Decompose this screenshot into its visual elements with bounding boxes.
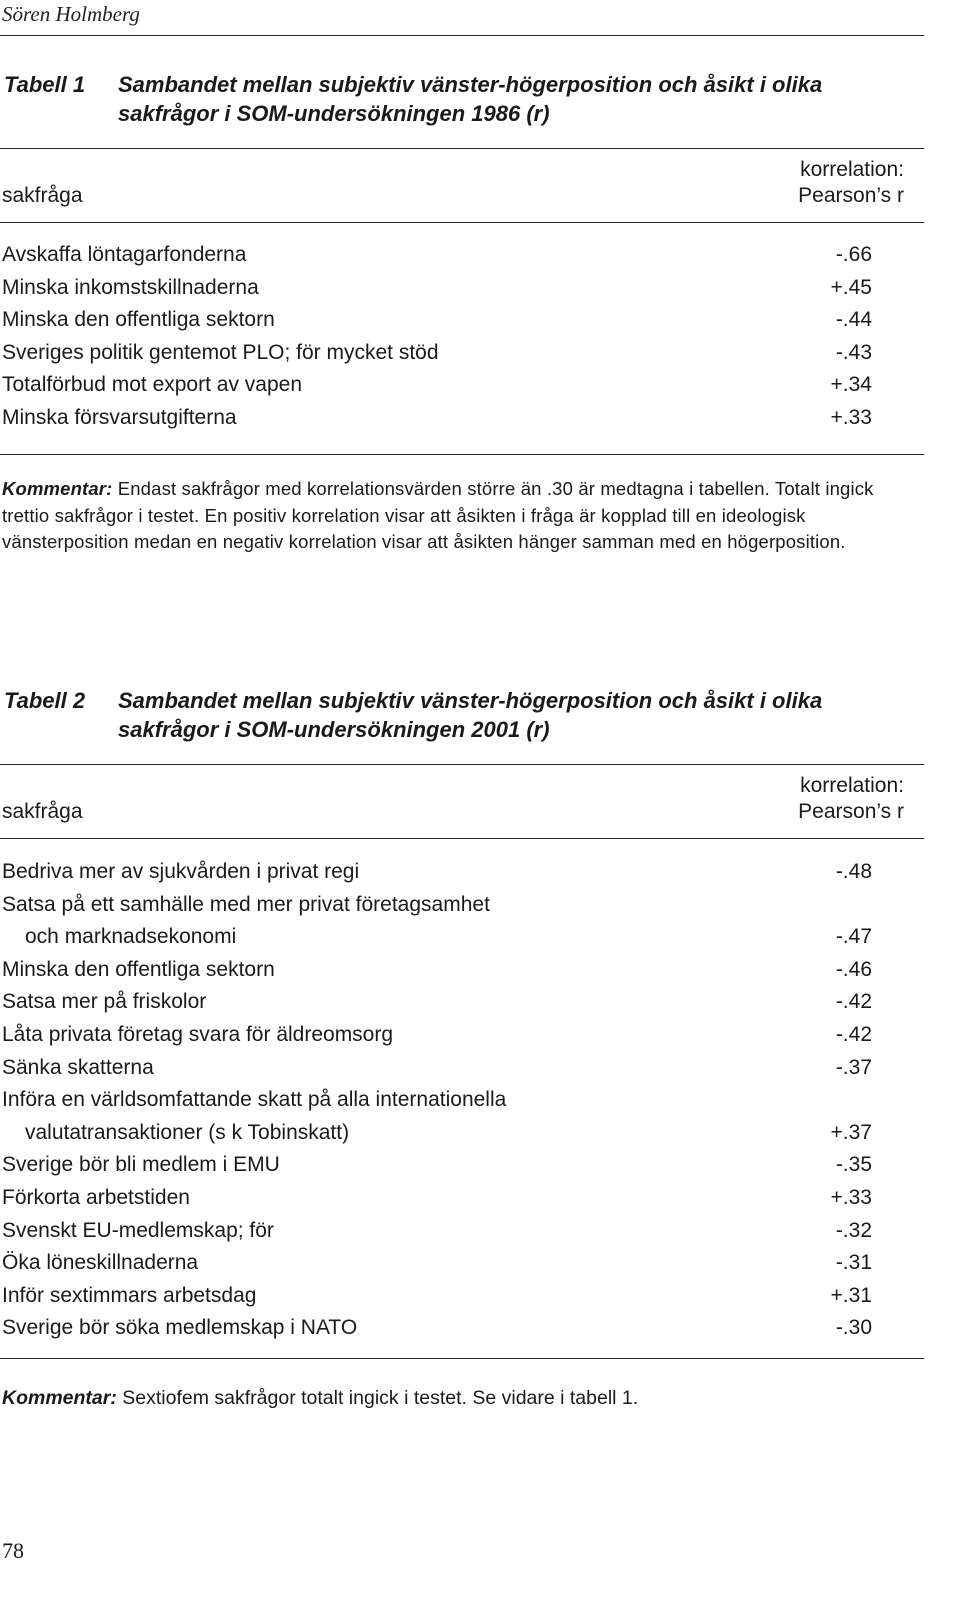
table-row (2, 921, 872, 954)
table-row (2, 239, 872, 272)
table-row (2, 1312, 872, 1345)
table-row (2, 272, 872, 305)
correlation-value: -.44 (835, 308, 872, 332)
table1-title: Sambandet mellan subjektiv vänster-högerposition och åsikt i olika sakfrågor i SOM-undersökningen 1986 (r) (118, 72, 823, 126)
issue-label: Öka löneskillnaderna (2, 1251, 199, 1275)
table-row (2, 954, 872, 987)
header-rule (0, 35, 924, 36)
table1-top-rule (0, 148, 924, 149)
table-row (2, 856, 872, 889)
table1-comment-label: Kommentar: (2, 478, 113, 499)
table1-col-right-line2: Pearson’s r (798, 184, 904, 207)
correlation-value: -.66 (835, 243, 872, 266)
table-row (2, 304, 872, 337)
table2-col-right-line2: Pearson’s r (798, 800, 904, 823)
table-row (2, 337, 872, 370)
issue-label: Införa en världsomfattande skatt på alla internationella (2, 1088, 507, 1112)
correlation-value: -.43 (835, 340, 872, 364)
table1-col-left-header: sakfråga (2, 184, 83, 207)
table2-label: Tabell 2 (4, 688, 86, 713)
table-row (2, 986, 872, 1019)
table-row (2, 1149, 872, 1182)
issue-label: Minska den offentliga sektorn (2, 957, 275, 981)
issue-label: Inför sextimmars arbetsdag (2, 1283, 257, 1307)
table-row (2, 1117, 872, 1150)
issue-label: Förkorta arbetstiden (2, 1185, 190, 1209)
issue-label: och marknadsekonomi (25, 925, 237, 949)
table-row (2, 1280, 872, 1313)
table-row (2, 1182, 872, 1215)
correlation-value: +.45 (830, 275, 872, 299)
correlation-value: -.32 (835, 1218, 872, 1242)
issue-label: Svenskt EU-medlemskap; för (2, 1218, 274, 1242)
issue-label: Satsa på ett samhälle med mer privat företagsamhet (2, 892, 490, 916)
correlation-value: -.35 (835, 1153, 872, 1177)
table-row (2, 1019, 872, 1052)
issue-label: Satsa mer på friskolor (2, 990, 207, 1014)
table2-header-rule (0, 838, 924, 839)
issue-label: Sänka skatterna (2, 1055, 154, 1079)
correlation-value: -.31 (835, 1251, 872, 1275)
issue-label: Minska inkomstskillnaderna (2, 275, 259, 299)
running-head-author: Sören Holmberg (2, 2, 140, 26)
table-row (2, 1247, 872, 1280)
issue-label: Minska försvarsutgifterna (2, 405, 237, 429)
issue-label: Sveriges politik gentemot PLO; för mycket stöd (2, 340, 439, 364)
correlation-value: -.37 (835, 1055, 872, 1079)
correlation-value: -.42 (835, 990, 872, 1014)
table1-comment-text: Endast sakfrågor med korrelationsvärden större än .30 är medtagna i tabellen. Totalt ingick trettio sakfrågor i testet. En positiv korrelation visar att åsikten i fråga är kopplad till en ideologisk vänsterposition medan en negativ korrelation visar att åsikten hänger samman med en högerposition. (2, 478, 874, 552)
correlation-value: +.37 (830, 1120, 872, 1144)
issue-label: Avskaffa löntagarfonderna (2, 243, 247, 266)
correlation-value: -.48 (835, 860, 872, 883)
correlation-value: -.30 (835, 1316, 872, 1340)
table1-header-rule (0, 222, 924, 223)
correlation-value (812, 889, 872, 922)
table2-col-right-line1: korrelation: (800, 774, 904, 797)
table2-comment-text: Sextiofem sakfrågor totalt ingick i testet. Se vidare i tabell 1. (116, 1387, 639, 1409)
table1-bottom-rule (0, 454, 924, 455)
correlation-value: +.33 (830, 1185, 872, 1209)
correlation-value: -.42 (835, 1022, 872, 1046)
issue-label: Sverige bör bli medlem i EMU (2, 1153, 280, 1177)
page-number: 78 (2, 1538, 24, 1563)
table2-col-left-header: sakfråga (2, 800, 83, 823)
table1-comment (2, 476, 926, 556)
table2-comment-label: Kommentar: (2, 1387, 117, 1409)
table-row (2, 402, 872, 435)
table2-rows (2, 856, 872, 1345)
table1-label: Tabell 1 (4, 72, 86, 97)
table-row (2, 1215, 872, 1248)
table1-rows (2, 239, 872, 435)
issue-label: Låta privata företag svara för äldreomsorg (2, 1022, 394, 1046)
correlation-value: -.47 (835, 925, 872, 949)
correlation-value: +.33 (830, 405, 872, 429)
issue-label: Sverige bör söka medlemskap i NATO (2, 1316, 358, 1340)
table2-bottom-rule (0, 1358, 924, 1359)
table-row (2, 369, 872, 402)
issue-label: Minska den offentliga sektorn (2, 308, 275, 332)
issue-label: Totalförbud mot export av vapen (2, 373, 303, 397)
issue-label: Bedriva mer av sjukvården i privat regi (2, 860, 360, 883)
correlation-value: +.34 (830, 373, 872, 397)
table1-col-right-line1: korrelation: (800, 158, 904, 181)
table-row (2, 889, 872, 922)
correlation-value: -.46 (835, 957, 872, 981)
table2-top-rule (0, 764, 924, 765)
table2-comment (2, 1385, 926, 1411)
table-row (2, 1084, 872, 1117)
correlation-value (812, 1084, 872, 1117)
table-row (2, 1052, 872, 1085)
issue-label: valutatransaktioner (s k Tobinskatt) (25, 1120, 350, 1144)
correlation-value: +.31 (830, 1283, 872, 1307)
table2-title: Sambandet mellan subjektiv vänster-högerposition och åsikt i olika sakfrågor i SOM-undersökningen 2001 (r) (118, 688, 823, 742)
